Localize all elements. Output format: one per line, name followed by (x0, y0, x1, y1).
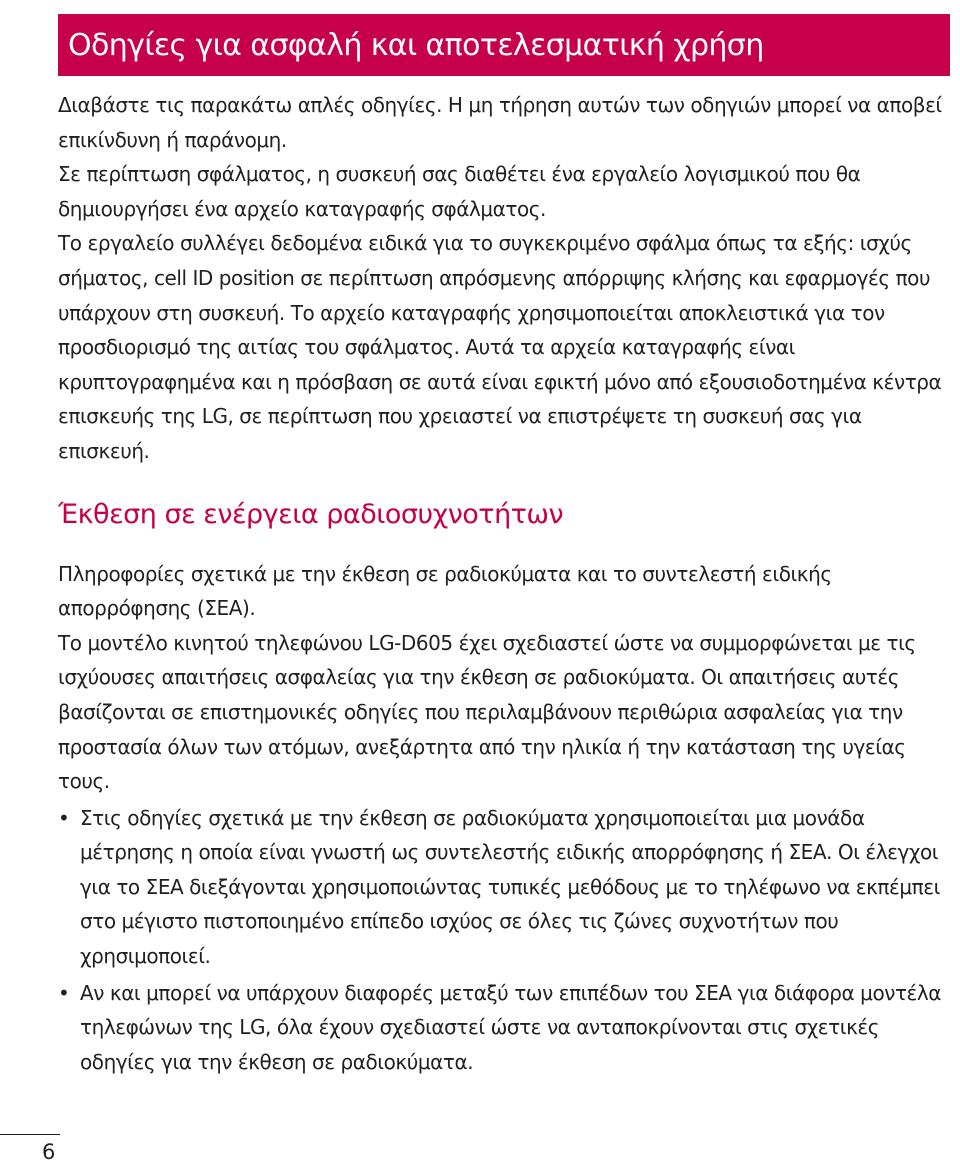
intro-paragraph: Σε περίπτωση σφάλματος, η συσκευή σας διαθέτει ένα εργαλείο λογισμικού που θα δημιουργήσει ένα αρχείο καταγραφής σφάλματος. (58, 162, 861, 221)
page-number-rule (0, 1134, 60, 1135)
bullet-text: Στις οδηγίες σχετικά με την έκθεση σε ραδιοκύματα χρησιμοποιείται μια μονάδα μέτρησης η οποία είναι γνωστή ως συντελεστής ειδικής απορρόφησης ή ΣΕΑ. Οι έλεγχοι για το ΣΕΑ διεξάγονται χρησιμοποιώντας τυπικές μεθόδους με το τηλέφωνο να εκπέμπει στο μέγιστο πιστοποιημένο επίπεδο ισχύος σε όλες τις ζώνες συχνοτήτων που χρησιμοποιεί. (80, 805, 940, 969)
page-title: Οδηγίες για ασφαλή και αποτελεσματική χρήση (68, 27, 764, 63)
bullet-item (58, 976, 950, 1080)
bullet-dot: • (58, 805, 70, 830)
section-paragraph: Πληροφορίες σχετικά με την έκθεση σε ραδιοκύματα και το συντελεστή ειδικής απορρόφησης (ΣΕΑ). (58, 561, 832, 621)
main-content (58, 88, 950, 1081)
bullet-list (58, 801, 950, 1080)
intro-paragraph: Το εργαλείο συλλέγει δεδομένα ειδικά για το συγκεκριμένο σφάλμα όπως τα εξής: ισχύς σήματος, cell ID position σε περίπτωση απρόσμενης απόρριψης κλήσης και εφαρμογές που υπάρχουν στη συσκευή. Το αρχείο καταγραφής χρησιμοποιείται αποκλειστικά για τον προσδιορισμό της αιτίας του σφάλματος. Αυτά τα αρχεία καταγραφής είναι κρυπτογραφημένα και η πρόσβαση σε αυτά είναι εφικτή μόνο από εξουσιοδοτημένα κέντρα επισκευής της LG, σε περίπτωση που χρειαστεί να επιστρέψετε τη συσκευή σας για επισκευή. (58, 231, 942, 463)
section-paragraph: Το μοντέλο κινητού τηλεφώνου LG-D605 έχει σχεδιαστεί ώστε να συμμορφώνεται με τις ισχύουσες απαιτήσεις ασφαλείας για την έκθεση σε ραδιοκύματα. Οι απαιτήσεις αυτές βασίζονται σε επιστημονικές οδηγίες που περιλαμβάνουν περιθώρια ασφαλείας για την προστασία όλων των ατόμων, ανεξάρτητα από την ηλικία ή την κατάσταση της υγείας τους. (58, 630, 916, 794)
bullet-text: Αν και μπορεί να υπάρχουν διαφορές μεταξύ των επιπέδων του ΣΕΑ για διάφορα μοντέλα τηλεφώνων της LG, όλα έχουν σχεδιαστεί ώστε να ανταποκρίνονται στις σχετικές οδηγίες για την έκθεση σε ραδιοκύματα. (80, 980, 942, 1074)
page-number: 6 (42, 1140, 56, 1164)
intro-paragraph: Διαβάστε τις παρακάτω απλές οδηγίες. Η μη τήρηση αυτών των οδηγιών μπορεί να αποβεί επικίνδυνη ή παράνομη. (58, 93, 942, 152)
title-bar (58, 14, 950, 76)
section-heading: Έκθεση σε ενέργεια ραδιοσυχνοτήτων (58, 498, 564, 530)
bullet-item (58, 801, 950, 974)
bullet-dot: • (58, 980, 70, 1005)
